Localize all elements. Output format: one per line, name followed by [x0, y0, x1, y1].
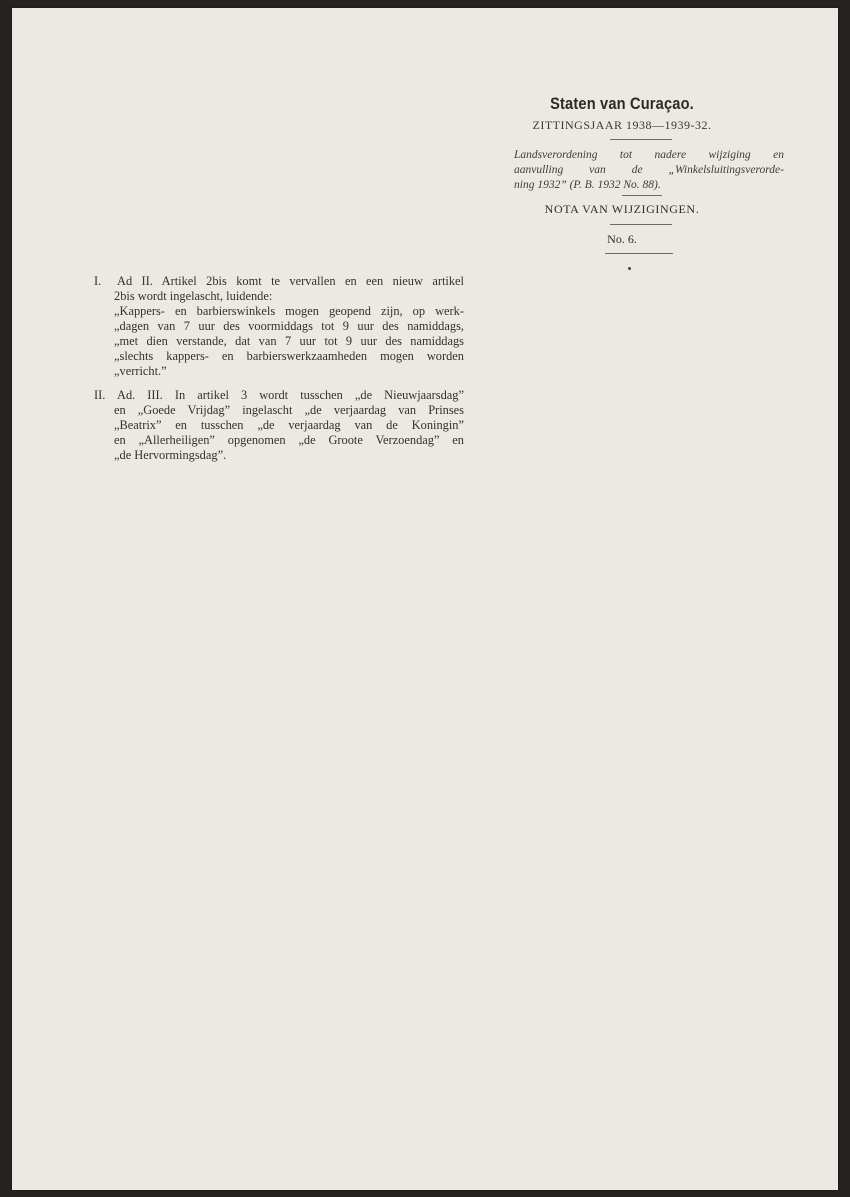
divider — [610, 224, 672, 225]
session-year: ZITTINGSJAAR 1938—1939-32. — [532, 118, 712, 132]
item-line: „Beatrix” en tusschen „de verjaardag van de Koningin” — [114, 418, 464, 432]
subtitle-line: Landsverordening tot nadere wijziging en — [514, 149, 784, 161]
divider — [605, 253, 673, 254]
item-line: „Kappers- en barbierswinkels mogen geopend zijn, op werk- — [114, 304, 464, 318]
ordinance-subtitle — [514, 148, 784, 193]
item-line: Ad II. Artikel 2bis komt te vervallen en een nieuw artikel — [117, 274, 464, 288]
item-line: „dagen van 7 uur des voormiddags tot 9 uur des namiddags, — [114, 319, 464, 333]
item-marker: I. — [94, 274, 102, 288]
item-line: „slechts kappers- en barbierswerkzaamheden mogen worden — [114, 349, 464, 363]
item-line: en „Allerheiligen” opgenomen „de Groote Verzoendag” en — [114, 433, 464, 447]
item-line: en „Goede Vrijdag” ingelascht „de verjaardag van Prinses — [114, 403, 464, 417]
subtitle-line: ning 1932” (P. B. 1932 No. 88). — [514, 179, 661, 191]
item-line: Ad. III. In artikel 3 wordt tusschen „de Nieuwjaarsdag” — [117, 388, 464, 402]
document-number: No. 6. — [607, 232, 637, 246]
subtitle-line: aanvulling van de „Winkelsluitingsverorde- — [514, 164, 784, 176]
item-line: „met dien verstande, dat van 7 uur tot 9 uur des namiddags — [114, 334, 464, 348]
item-line: „verricht.” — [114, 364, 167, 378]
item-first-line — [94, 388, 464, 403]
document-type: NOTA VAN WIJZIGINGEN. — [544, 202, 700, 216]
amendment-item — [94, 388, 464, 463]
amendment-item — [94, 274, 464, 379]
ink-speck — [628, 267, 631, 270]
item-marker: II. — [94, 388, 106, 402]
divider — [622, 195, 662, 196]
document-page — [12, 8, 838, 1190]
item-line: 2bis wordt ingelascht, luidende: — [114, 289, 273, 303]
item-line: „de Hervormingsdag”. — [114, 448, 227, 462]
divider — [610, 139, 672, 140]
item-first-line — [94, 274, 464, 289]
document-title: Staten van Curaçao. — [550, 94, 694, 113]
